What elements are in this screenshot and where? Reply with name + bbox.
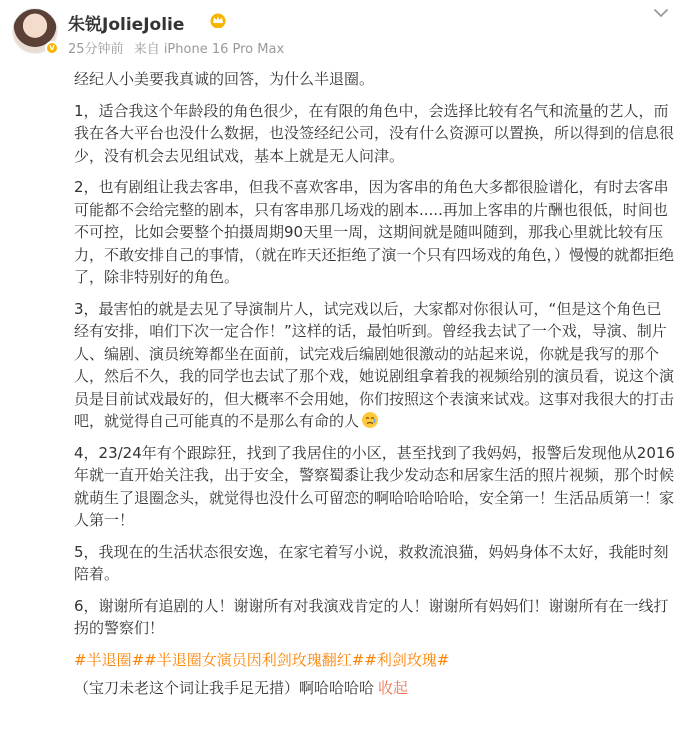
post-paragraph-6: 6，谢谢所有追剧的人！谢谢所有对我演戏肯定的人！谢谢所有妈妈们！谢谢所有在一线打拐的警察们！ — [74, 596, 669, 637]
post-body — [74, 68, 676, 700]
post-paragraph-5: 5，我现在的生活状态很安逸，在家宅着写小说，救救流浪猫，妈妈身体不太好，我能时刻陪着。 — [74, 542, 669, 583]
post-source: 来自 iPhone 16 Pro Max — [133, 42, 285, 57]
verified-badge-icon: V — [45, 41, 59, 55]
username[interactable]: 朱锐JolieJolie — [68, 15, 185, 35]
post-time: 25分钟前 — [68, 42, 124, 57]
hashtag-links[interactable]: #半退圈##半退圈女演员因利剑玫瑰翻红##利剑玫瑰# — [74, 650, 450, 669]
post-paragraph-3-text: 3，最害怕的就是去见了导演制片人，试完戏以后，大家都对你很认可，“但是这个角色已经有安排，咱们下次一定合作！”这样的话，最怕听到。曾经我去试了一个戏，导演、制片人、编剧、演员统筹都坐在面前，试完戏后编剧她很激动的站起来说，你就是我写的那个人，然后不久，我的同学也去试了那个戏，她说剧组拿着我的视频给别的演员看，说这个演员是目前试戏最好的，但大概率不会用她，你们按照这个表演来试戏。这事对我很大的打击吧，就觉得自己可能真的不是那么有命的人 — [74, 299, 675, 430]
post-last-line-text: （宝刀未老这个词让我手足无措）啊哈哈哈哈 — [74, 679, 375, 697]
post-last-line — [74, 677, 676, 700]
teary-face-emoji — [361, 411, 379, 429]
post-paragraph-1: 1，适合我这个年龄段的角色很少，在有限的角色中，会选择比较有名气和流量的艺人，而我在各大平台也没什么数据，也没签经纪公司，没有什么资源可以置换，所以得到的信息很少，没有机会去见组试戏，基本上就是无人问津。 — [74, 101, 675, 165]
post-paragraph-3 — [74, 298, 676, 433]
collapse-link[interactable]: 收起 — [378, 679, 409, 697]
post-meta — [68, 38, 290, 57]
post-paragraph-2: 2，也有剧组让我去客串，但我不喜欢客串，因为客串的角色大多都很脸谱化，有时去客串可能都不会给完整的剧本，只有客串那几场戏的剧本.....再加上客串的片酬也很低，时间也不可控，比如会要整个拍摄周期90天里一周，这期间就是随叫随到，那我心里就比较有压力，不敢安排自己的事情，（就在昨天还拒绝了演一个只有四场戏的角色，）慢慢的就都拒绝了，除非特别好的角色。 — [74, 178, 675, 286]
post-header — [0, 0, 690, 64]
crown-icon — [209, 12, 227, 28]
post-paragraph-4: 4，23/24年有个跟踪狂，找到了我居住的小区，甚至找到了我妈妈，报警后发现他从2016年就一直开始关注我，出于安全，警察蜀黍让我少发动态和居家生活的照片视频，那个时候就萌生了退圈念头，就觉得也没什么可留恋的啊哈哈哈哈哈，安全第一！生活品质第一！家人第一！ — [74, 443, 675, 529]
post-intro: 经纪人小美要我真诚的回答，为什么半退圈。 — [74, 70, 375, 88]
chevron-down-icon[interactable] — [652, 6, 670, 20]
